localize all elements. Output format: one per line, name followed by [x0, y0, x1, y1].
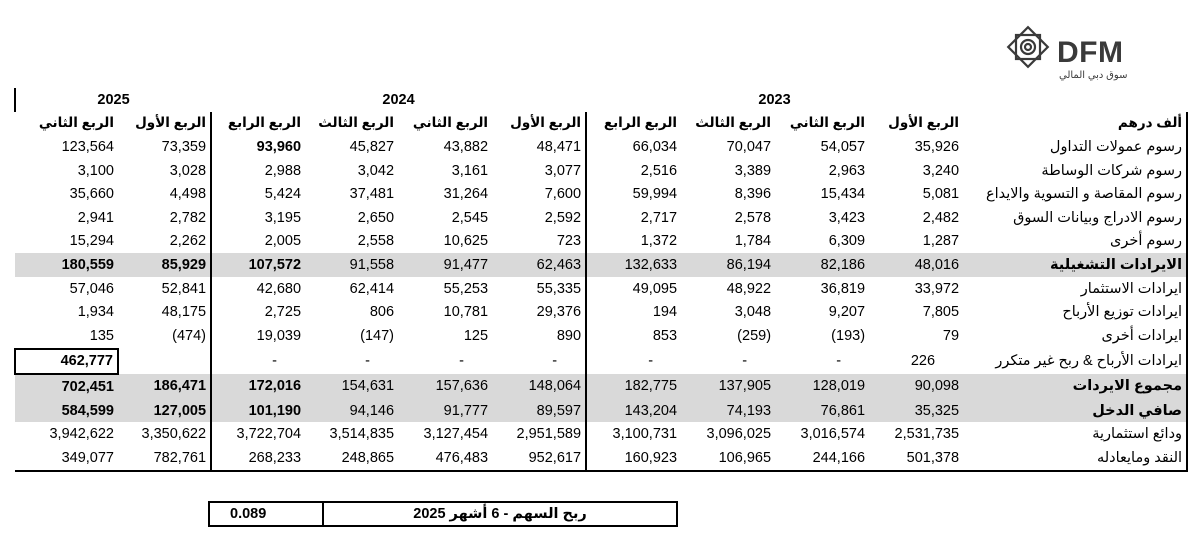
table-cell: 29,376 [536, 304, 582, 321]
table-cell: 349,077 [15, 446, 118, 471]
row-label: مجموع الايردات [963, 374, 1187, 399]
table-cell: 268,233 [211, 446, 305, 471]
table-row [15, 399, 1187, 423]
eps-label: ربح السهم - 6 أشهر 2025 [413, 506, 587, 522]
logo-subtitle: سوق دبي المالي [1059, 70, 1128, 81]
table-cell: 2,262 [169, 233, 207, 250]
table-cell: - [742, 353, 748, 370]
eps-value: 0.089 [210, 503, 324, 525]
table-cell: 128,019 [775, 374, 869, 399]
year-header: 2024 [382, 91, 415, 108]
table-row [15, 324, 1187, 349]
table-cell: 91,477 [398, 253, 492, 277]
table-cell: 3,389 [734, 162, 772, 179]
table-cell: 52,841 [161, 280, 207, 297]
table-cell: 42,680 [211, 277, 305, 301]
table-cell: 62,463 [492, 253, 586, 277]
row-label: رسوم أخرى [963, 230, 1187, 254]
table-cell: 125 [463, 328, 489, 345]
table-cell: 2,988 [211, 159, 305, 183]
table-cell: 3,048 [734, 304, 772, 321]
table-cell: 35,660 [69, 186, 114, 203]
row-label: صافي الدخل [963, 399, 1187, 423]
table-cell: 2,482 [922, 209, 960, 226]
table-cell: 1,784 [734, 233, 772, 250]
table-row [15, 206, 1187, 230]
table-cell: 10,781 [443, 304, 489, 321]
dfm-emblem-icon [1005, 24, 1051, 70]
table-cell: - [211, 349, 305, 375]
table-cell: 2,592 [544, 209, 582, 226]
quarter-header: الربع الثالث [695, 115, 772, 131]
table-cell: 194 [586, 300, 681, 324]
table-cell: 186,471 [118, 374, 211, 399]
table-cell: 79 [942, 328, 960, 345]
quarter-header: الربع الثاني [38, 115, 114, 131]
table-cell: 8,396 [734, 186, 772, 203]
row-label: ايرادات توزيع الأرباح [963, 300, 1187, 324]
table-cell: 3,028 [169, 162, 207, 179]
table-cell: 85,929 [118, 253, 211, 277]
table-cell: 3,127,454 [423, 426, 489, 443]
table-cell: 3,195 [211, 206, 305, 230]
table-cell: 182,775 [586, 374, 681, 399]
financial-table [14, 88, 1188, 472]
table-cell: 31,264 [443, 186, 489, 203]
table-row [15, 135, 1187, 159]
table-cell: 91,777 [398, 399, 492, 423]
table-cell: 1,934 [77, 304, 114, 321]
table-cell: 106,965 [681, 446, 775, 471]
table-cell: 127,005 [118, 399, 211, 423]
quarter-header: الربع الثاني [412, 115, 489, 131]
table-cell: 15,434 [820, 186, 866, 203]
table-cell: 3,240 [922, 162, 960, 179]
table-cell: 462,777 [15, 349, 118, 375]
table-row [15, 277, 1187, 301]
table-cell: 3,016,574 [800, 426, 866, 443]
table-cell: 86,194 [681, 253, 775, 277]
table-cell: 89,597 [492, 399, 586, 423]
table-cell: 90,098 [869, 374, 963, 399]
table-cell: (259) [737, 328, 772, 345]
logo-text: DFM [1057, 36, 1124, 69]
table-cell: 19,039 [211, 324, 305, 349]
table-cell: - [365, 353, 371, 370]
table-cell: 9,207 [828, 304, 866, 321]
year-header: 2023 [758, 91, 791, 108]
table-cell: 66,034 [586, 135, 681, 159]
table-cell: 501,378 [869, 446, 963, 471]
table-cell: 3,722,704 [211, 422, 305, 446]
table-cell: (193) [831, 328, 866, 345]
eps-box [208, 501, 678, 527]
table-cell: 148,064 [492, 374, 586, 399]
table-cell: (147) [360, 328, 395, 345]
table-cell: 45,827 [349, 138, 395, 155]
table-cell: 160,923 [586, 446, 681, 471]
row-label: رسوم المقاصة و التسوية والايداع [963, 182, 1187, 206]
table-cell: 248,865 [305, 446, 398, 471]
table-cell: 132,633 [586, 253, 681, 277]
table-row [15, 349, 1187, 375]
table-cell: 2,941 [77, 209, 114, 226]
table-cell: 10,625 [443, 233, 489, 250]
row-label: رسوم عمولات التداول [963, 135, 1187, 159]
year-header: 2025 [15, 88, 211, 112]
table-cell: 135 [89, 327, 114, 344]
table-row [15, 253, 1187, 277]
table-cell: 143,204 [586, 399, 681, 423]
table-cell: 7,805 [922, 304, 960, 321]
table-cell: 952,617 [492, 446, 586, 471]
table-cell: 36,819 [820, 280, 866, 297]
table-cell: 2,650 [357, 209, 395, 226]
quarter-header: الربع الثالث [318, 115, 395, 131]
table-cell: 123,564 [61, 138, 114, 155]
table-cell: 74,193 [681, 399, 775, 423]
table-cell: 226 [910, 353, 936, 370]
table-cell: 5,081 [922, 186, 960, 203]
table-cell: 70,047 [726, 138, 772, 155]
table-cell: 172,016 [211, 374, 305, 399]
table-cell: 853 [586, 324, 681, 349]
table-cell: 35,325 [869, 399, 963, 423]
table-cell: 137,905 [681, 374, 775, 399]
table-cell: 476,483 [398, 446, 492, 471]
table-cell: 49,095 [586, 277, 681, 301]
table-cell: 157,636 [398, 374, 492, 399]
table-cell: 4,498 [169, 186, 207, 203]
row-label: ايرادات أخرى [963, 324, 1187, 349]
row-label: ودائع استثمارية [963, 422, 1187, 446]
table-cell: 2,578 [734, 209, 772, 226]
table-cell: 2,531,735 [894, 426, 960, 443]
table-cell: 2,558 [357, 233, 395, 250]
table-row [15, 374, 1187, 399]
table-cell: 3,423 [828, 209, 866, 226]
quarter-header: الربع الرابع [586, 112, 681, 136]
table-cell: 59,994 [586, 182, 681, 206]
table-cell: - [552, 353, 558, 370]
year-header-row [15, 88, 1187, 112]
table-cell: 101,190 [211, 399, 305, 423]
row-label: رسوم الادراج وبيانات السوق [963, 206, 1187, 230]
table-cell: 6,309 [828, 233, 866, 250]
table-cell: 55,253 [443, 280, 489, 297]
table-cell: 3,942,622 [49, 426, 114, 443]
table-cell: - [836, 353, 842, 370]
table-cell: 48,471 [536, 138, 582, 155]
table-cell: 2,005 [211, 230, 305, 254]
table-cell: 1,372 [586, 230, 681, 254]
table-cell: 48,175 [161, 304, 207, 321]
quarter-header: الربع الأول [888, 115, 960, 131]
table-cell: 15,294 [69, 233, 114, 250]
table-cell: 3,100 [77, 162, 114, 179]
table-cell: 3,077 [544, 162, 582, 179]
quarter-header: الربع الأول [135, 115, 207, 131]
row-label: الايرادات التشغيلية [963, 253, 1187, 277]
table-cell: 54,057 [820, 138, 866, 155]
table-row [15, 422, 1187, 446]
table-cell: (474) [172, 328, 207, 345]
table-cell: 2,951,589 [516, 426, 582, 443]
table-cell: 702,451 [15, 374, 118, 399]
table-cell: 82,186 [775, 253, 869, 277]
table-cell: 5,424 [211, 182, 305, 206]
table-cell: 2,782 [169, 209, 207, 226]
table-cell: 94,146 [305, 399, 398, 423]
table-cell: 48,016 [869, 253, 963, 277]
dfm-logo [1005, 20, 1130, 90]
table-cell: - [459, 353, 465, 370]
table-cell [118, 349, 211, 375]
table-cell: 73,359 [161, 138, 207, 155]
table-cell: 244,166 [775, 446, 869, 471]
table-cell: 7,600 [544, 186, 582, 203]
table-cell: 723 [556, 233, 582, 250]
table-cell: 76,861 [775, 399, 869, 423]
table-cell: 2,717 [586, 206, 681, 230]
table-cell: 584,599 [15, 399, 118, 423]
table-row [15, 446, 1187, 471]
table-cell: 55,335 [536, 280, 582, 297]
table-cell: 806 [369, 304, 395, 321]
table-cell: 93,960 [211, 135, 305, 159]
table-row [15, 182, 1187, 206]
table-cell: 782,761 [118, 446, 211, 471]
table-cell: 57,046 [69, 280, 114, 297]
table-row [15, 230, 1187, 254]
table-row [15, 159, 1187, 183]
table-cell: 3,042 [357, 162, 395, 179]
unit-label: ألف درهم [963, 112, 1187, 136]
table-cell: 37,481 [349, 186, 395, 203]
table-cell: 3,350,622 [141, 426, 207, 443]
table-cell: 3,161 [451, 162, 489, 179]
table-cell: 62,414 [349, 280, 395, 297]
quarter-header: الربع الأول [510, 115, 582, 131]
table-cell: 3,514,835 [329, 426, 395, 443]
table-cell: 107,572 [211, 253, 305, 277]
row-label: ايرادات الأرباح & ربح غير متكرر [963, 349, 1187, 375]
row-label: ايرادات الاستثمار [963, 277, 1187, 301]
row-label: رسوم شركات الوساطة [963, 159, 1187, 183]
table-cell: 2,725 [211, 300, 305, 324]
table-cell: 180,559 [15, 253, 118, 277]
table-cell: 3,100,731 [586, 422, 681, 446]
quarter-header: الربع الرابع [211, 112, 305, 136]
quarter-header: الربع الثاني [789, 115, 866, 131]
table-cell: 154,631 [305, 374, 398, 399]
table-cell: 890 [556, 328, 582, 345]
table-cell: 48,922 [726, 280, 772, 297]
table-cell: 35,926 [914, 138, 960, 155]
table-cell: 43,882 [443, 138, 489, 155]
table-cell: 2,963 [828, 162, 866, 179]
table-cell: 91,558 [305, 253, 398, 277]
quarter-header-row [15, 112, 1187, 136]
table-cell: 33,972 [914, 280, 960, 297]
table-cell: - [586, 349, 681, 375]
table-cell: 1,287 [922, 233, 960, 250]
table-cell: 2,516 [586, 159, 681, 183]
table-cell: 3,096,025 [706, 426, 772, 443]
table-row [15, 300, 1187, 324]
table-cell: 2,545 [451, 209, 489, 226]
row-label: النقد ومايعادله [963, 446, 1187, 471]
